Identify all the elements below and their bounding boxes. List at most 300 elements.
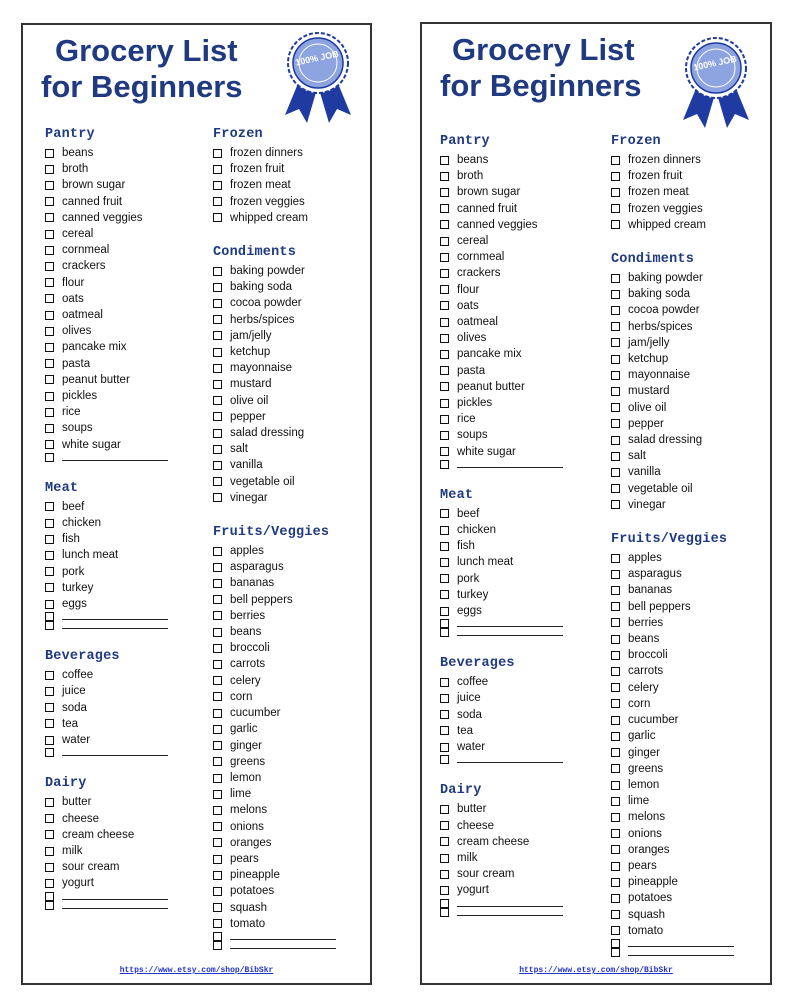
checkbox-icon[interactable] [45, 327, 54, 336]
checkbox-icon[interactable] [213, 477, 222, 486]
checkbox-icon[interactable] [611, 862, 620, 871]
write-in-line[interactable] [230, 948, 336, 949]
list-item [213, 883, 368, 899]
checkbox-icon[interactable] [440, 619, 449, 628]
checkbox-icon[interactable] [440, 447, 449, 456]
list-item [440, 538, 600, 554]
checkbox-icon[interactable] [440, 678, 449, 687]
list-item [611, 400, 769, 416]
checkbox-icon[interactable] [45, 440, 54, 449]
item-label: coffee [62, 669, 94, 682]
item-label: greens [230, 755, 266, 768]
item-label: juice [457, 692, 481, 705]
list-item [440, 882, 600, 898]
list-item [213, 457, 368, 473]
list-item [213, 145, 368, 161]
list-item [611, 201, 769, 217]
item-label: lunch meat [457, 556, 514, 569]
checkbox-icon[interactable] [440, 526, 449, 535]
checkbox-icon[interactable] [440, 285, 449, 294]
checkbox-icon[interactable] [45, 748, 54, 757]
list-item [213, 835, 368, 851]
list-item [440, 233, 600, 249]
checkbox-icon[interactable] [440, 220, 449, 229]
checkbox-icon[interactable] [440, 710, 449, 719]
item-list [45, 794, 205, 909]
checkbox-icon[interactable] [45, 343, 54, 352]
checkbox-icon[interactable] [45, 600, 54, 609]
item-label: corn [628, 697, 651, 710]
item-label: milk [457, 851, 478, 864]
list-item [45, 515, 205, 531]
grocery-list-card-left [21, 23, 372, 985]
checkbox-icon[interactable] [440, 542, 449, 551]
item-label: eggs [62, 598, 87, 611]
checkbox-icon[interactable] [611, 419, 620, 428]
checkbox-icon[interactable] [213, 283, 222, 292]
checkbox-icon[interactable] [611, 926, 620, 935]
checkbox-icon[interactable] [440, 269, 449, 278]
checkbox-icon[interactable] [213, 709, 222, 718]
checkbox-icon[interactable] [213, 579, 222, 588]
list-item [611, 302, 769, 318]
checkbox-icon[interactable] [611, 829, 620, 838]
checkbox-icon[interactable] [45, 736, 54, 745]
list-item [440, 265, 600, 281]
item-label: flour [457, 283, 480, 296]
checkbox-icon[interactable] [611, 732, 620, 741]
checkbox-icon[interactable] [440, 188, 449, 197]
write-in-line[interactable] [62, 755, 168, 756]
section-fruits-veggies [213, 523, 368, 950]
checkbox-icon[interactable] [440, 886, 449, 895]
checkbox-icon[interactable] [213, 871, 222, 880]
item-list [611, 152, 769, 233]
item-label: olive oil [628, 401, 667, 414]
checkbox-icon[interactable] [611, 436, 620, 445]
item-label: cucumber [628, 714, 679, 727]
item-label: cocoa powder [628, 304, 700, 317]
checkbox-icon[interactable] [45, 294, 54, 303]
write-in-line[interactable] [457, 635, 563, 636]
item-label: pork [457, 572, 480, 585]
list-item [440, 217, 600, 233]
section-frozen [213, 125, 368, 226]
item-label: melons [628, 811, 666, 824]
list-item [45, 859, 205, 875]
checkbox-icon[interactable] [440, 805, 449, 814]
write-in-line[interactable] [457, 467, 563, 468]
list-item [213, 754, 368, 770]
checkbox-icon[interactable] [611, 484, 620, 493]
blank-item [45, 901, 205, 910]
list-item [611, 923, 769, 939]
checkbox-icon[interactable] [611, 468, 620, 477]
checkbox-icon[interactable] [45, 246, 54, 255]
section-dairy [440, 781, 600, 916]
list-item [45, 794, 205, 810]
checkbox-icon[interactable] [611, 452, 620, 461]
list-item [45, 356, 205, 372]
checkbox-icon[interactable] [213, 267, 222, 276]
checkbox-icon[interactable] [45, 612, 54, 621]
checkbox-icon[interactable] [611, 322, 620, 331]
checkbox-icon[interactable] [213, 181, 222, 190]
checkbox-icon[interactable] [213, 315, 222, 324]
blank-item [45, 892, 205, 901]
list-item [213, 867, 368, 883]
checkbox-icon[interactable] [213, 595, 222, 604]
checkbox-icon[interactable] [45, 502, 54, 511]
list-item [45, 827, 205, 843]
checkbox-icon[interactable] [611, 948, 620, 957]
list-item [213, 851, 368, 867]
item-label: salad dressing [628, 434, 703, 447]
checkbox-icon[interactable] [611, 716, 620, 725]
checkbox-icon[interactable] [213, 628, 222, 637]
checkbox-icon[interactable] [45, 863, 54, 872]
checkbox-icon[interactable] [45, 392, 54, 401]
item-label: beans [230, 626, 262, 639]
checkbox-icon[interactable] [440, 574, 449, 583]
checkbox-icon[interactable] [611, 387, 620, 396]
title-line-2: for Beginners [41, 69, 243, 104]
write-in-line[interactable] [62, 908, 168, 909]
checkbox-icon[interactable] [440, 415, 449, 424]
checkbox-icon[interactable] [213, 838, 222, 847]
write-in-line[interactable] [457, 762, 563, 763]
checkbox-icon[interactable] [611, 355, 620, 364]
checkbox-icon[interactable] [611, 797, 620, 806]
blank-item [440, 628, 600, 637]
list-item [213, 673, 368, 689]
checkbox-icon[interactable] [440, 334, 449, 343]
write-in-line[interactable] [62, 628, 168, 629]
list-item [440, 411, 600, 427]
checkbox-icon[interactable] [45, 567, 54, 576]
checkbox-icon[interactable] [45, 671, 54, 680]
item-label: crackers [457, 267, 501, 280]
write-in-line[interactable] [62, 460, 168, 461]
item-label: oatmeal [62, 309, 103, 322]
item-label: mayonnaise [628, 369, 691, 382]
item-label: corn [230, 690, 253, 703]
checkbox-icon[interactable] [213, 445, 222, 454]
item-label: herbs/spices [628, 320, 693, 333]
checkbox-icon[interactable] [213, 213, 222, 222]
checkbox-icon[interactable] [45, 197, 54, 206]
checkbox-icon[interactable] [611, 554, 620, 563]
checkbox-icon[interactable] [45, 583, 54, 592]
checkbox-icon[interactable] [213, 165, 222, 174]
write-in-line[interactable] [62, 899, 168, 900]
checkbox-icon[interactable] [440, 399, 449, 408]
checkbox-icon[interactable] [440, 821, 449, 830]
checkbox-icon[interactable] [213, 461, 222, 470]
checkbox-icon[interactable] [213, 822, 222, 831]
checkbox-icon[interactable] [611, 813, 620, 822]
checkbox-icon[interactable] [45, 719, 54, 728]
checkbox-icon[interactable] [213, 774, 222, 783]
checkbox-icon[interactable] [611, 156, 620, 165]
item-label: carrots [230, 658, 266, 671]
checkbox-icon[interactable] [45, 230, 54, 239]
checkbox-icon[interactable] [213, 806, 222, 815]
item-label: sour cream [62, 861, 120, 874]
checkbox-icon[interactable] [213, 396, 222, 405]
list-item [611, 383, 769, 399]
checkbox-icon[interactable] [611, 618, 620, 627]
checkbox-icon[interactable] [213, 299, 222, 308]
item-label: bell peppers [628, 600, 691, 613]
checkbox-icon[interactable] [45, 703, 54, 712]
checkbox-icon[interactable] [213, 348, 222, 357]
checkbox-icon[interactable] [45, 830, 54, 839]
checkbox-icon[interactable] [45, 892, 54, 901]
item-label: cheese [457, 819, 495, 832]
checkbox-icon[interactable] [440, 366, 449, 375]
item-label: coffee [457, 676, 489, 689]
checkbox-icon[interactable] [213, 855, 222, 864]
checkbox-icon[interactable] [213, 919, 222, 928]
item-label: brown sugar [62, 179, 126, 192]
checkbox-icon[interactable] [440, 607, 449, 616]
checkbox-icon[interactable] [611, 306, 620, 315]
item-label: whipped cream [230, 211, 308, 224]
checkbox-icon[interactable] [45, 901, 54, 910]
checkbox-icon[interactable] [45, 621, 54, 630]
checkbox-icon[interactable] [213, 611, 222, 620]
footer-link[interactable]: https://www.etsy.com/shop/BibSkr [519, 966, 673, 975]
item-label: apples [628, 552, 662, 565]
checkbox-icon[interactable] [611, 371, 620, 380]
checkbox-icon[interactable] [213, 932, 222, 941]
item-label: beef [457, 507, 480, 520]
item-label: pickles [457, 397, 493, 410]
checkbox-icon[interactable] [440, 870, 449, 879]
checkbox-icon[interactable] [440, 460, 449, 469]
checkbox-icon[interactable] [213, 547, 222, 556]
item-label: baking powder [628, 272, 703, 285]
checkbox-icon[interactable] [213, 692, 222, 701]
checkbox-icon[interactable] [440, 755, 449, 764]
list-item [213, 161, 368, 177]
list-item [611, 615, 769, 631]
checkbox-icon[interactable] [440, 318, 449, 327]
checkbox-icon[interactable] [45, 551, 54, 560]
checkbox-icon[interactable] [213, 941, 222, 950]
item-label: beef [62, 500, 85, 513]
checkbox-icon[interactable] [213, 903, 222, 912]
write-in-line[interactable] [628, 946, 734, 947]
checkbox-icon[interactable] [440, 431, 449, 440]
list-item [611, 497, 769, 513]
list-item [440, 379, 600, 395]
checkbox-icon[interactable] [611, 188, 620, 197]
checkbox-icon[interactable] [440, 726, 449, 735]
checkbox-icon[interactable] [440, 172, 449, 181]
footer-link[interactable]: https://www.etsy.com/shop/BibSkr [119, 966, 274, 975]
list-item [213, 409, 368, 425]
item-label: water [457, 741, 486, 754]
checkbox-icon[interactable] [213, 725, 222, 734]
checkbox-icon[interactable] [611, 338, 620, 347]
write-in-line[interactable] [628, 955, 734, 956]
checkbox-icon[interactable] [45, 798, 54, 807]
section-heading: Condiments [611, 252, 695, 268]
checkbox-icon[interactable] [611, 403, 620, 412]
checkbox-icon[interactable] [213, 197, 222, 206]
item-label: ketchup [230, 346, 271, 359]
blank-item [440, 899, 600, 908]
checkbox-icon[interactable] [45, 213, 54, 222]
write-in-line[interactable] [62, 619, 168, 620]
checkbox-icon[interactable] [611, 939, 620, 948]
checkbox-icon[interactable] [440, 253, 449, 262]
checkbox-icon[interactable] [45, 311, 54, 320]
checkbox-icon[interactable] [213, 149, 222, 158]
checkbox-icon[interactable] [611, 845, 620, 854]
list-item [611, 809, 769, 825]
checkbox-icon[interactable] [611, 220, 620, 229]
checkbox-icon[interactable] [611, 651, 620, 660]
checkbox-icon[interactable] [440, 156, 449, 165]
checkbox-icon[interactable] [440, 694, 449, 703]
write-in-line[interactable] [457, 915, 563, 916]
checkbox-icon[interactable] [45, 847, 54, 856]
checkbox-icon[interactable] [45, 165, 54, 174]
checkbox-icon[interactable] [45, 535, 54, 544]
item-label: oranges [628, 843, 670, 856]
checkbox-icon[interactable] [45, 278, 54, 287]
item-label: mayonnaise [230, 362, 293, 375]
checkbox-icon[interactable] [611, 683, 620, 692]
checkbox-icon[interactable] [45, 879, 54, 888]
checkbox-icon[interactable] [213, 790, 222, 799]
checkbox-icon[interactable] [611, 764, 620, 773]
checkbox-icon[interactable] [213, 364, 222, 373]
checkbox-icon[interactable] [213, 660, 222, 669]
checkbox-icon[interactable] [45, 424, 54, 433]
checkbox-icon[interactable] [440, 590, 449, 599]
checkbox-icon[interactable] [440, 743, 449, 752]
checkbox-icon[interactable] [611, 878, 620, 887]
checkbox-icon[interactable] [45, 149, 54, 158]
checkbox-icon[interactable] [611, 570, 620, 579]
checkbox-icon[interactable] [45, 181, 54, 190]
list-item [45, 404, 205, 420]
list-item [213, 312, 368, 328]
item-label: broccoli [628, 649, 668, 662]
list-item [611, 416, 769, 432]
checkbox-icon[interactable] [45, 375, 54, 384]
checkbox-icon[interactable] [611, 500, 620, 509]
checkbox-icon[interactable] [611, 781, 620, 790]
item-label: cereal [457, 235, 489, 248]
item-label: vanilla [628, 466, 661, 479]
checkbox-icon[interactable] [45, 408, 54, 417]
checkbox-icon[interactable] [213, 887, 222, 896]
item-label: cream cheese [457, 835, 530, 848]
checkbox-icon[interactable] [213, 741, 222, 750]
checkbox-icon[interactable] [440, 628, 449, 637]
checkbox-icon[interactable] [611, 586, 620, 595]
checkbox-icon[interactable] [611, 667, 620, 676]
checkbox-icon[interactable] [440, 854, 449, 863]
checkbox-icon[interactable] [611, 204, 620, 213]
checkbox-icon[interactable] [440, 899, 449, 908]
list-item [213, 900, 368, 916]
checkbox-icon[interactable] [45, 519, 54, 528]
checkbox-icon[interactable] [45, 687, 54, 696]
list-item [213, 738, 368, 754]
checkbox-icon[interactable] [45, 814, 54, 823]
checkbox-icon[interactable] [611, 748, 620, 757]
checkbox-icon[interactable] [611, 635, 620, 644]
checkbox-icon[interactable] [440, 837, 449, 846]
item-label: cornmeal [62, 244, 110, 257]
list-item [440, 850, 600, 866]
list-item [440, 603, 600, 619]
checkbox-icon[interactable] [440, 301, 449, 310]
checkbox-icon[interactable] [440, 237, 449, 246]
list-item [45, 372, 205, 388]
blank-item [45, 612, 205, 621]
checkbox-icon[interactable] [611, 894, 620, 903]
list-item [45, 145, 205, 161]
list-item [213, 786, 368, 802]
checkbox-icon[interactable] [440, 558, 449, 567]
checkbox-icon[interactable] [213, 563, 222, 572]
checkbox-icon[interactable] [213, 331, 222, 340]
item-label: whipped cream [628, 218, 706, 231]
checkbox-icon[interactable] [213, 644, 222, 653]
checkbox-icon[interactable] [611, 699, 620, 708]
checkbox-icon[interactable] [213, 429, 222, 438]
checkbox-icon[interactable] [440, 382, 449, 391]
checkbox-icon[interactable] [45, 359, 54, 368]
write-in-line[interactable] [457, 906, 563, 907]
checkbox-icon[interactable] [611, 290, 620, 299]
checkbox-icon[interactable] [611, 274, 620, 283]
checkbox-icon[interactable] [45, 453, 54, 462]
checkbox-icon[interactable] [213, 412, 222, 421]
item-label: pickles [62, 390, 98, 403]
list-item [440, 395, 600, 411]
checkbox-icon[interactable] [440, 509, 449, 518]
checkbox-icon[interactable] [440, 908, 449, 917]
checkbox-icon[interactable] [611, 602, 620, 611]
checkbox-icon[interactable] [213, 757, 222, 766]
write-in-line[interactable] [230, 939, 336, 940]
checkbox-icon[interactable] [611, 172, 620, 181]
checkbox-icon[interactable] [213, 380, 222, 389]
list-item [440, 834, 600, 850]
checkbox-icon[interactable] [440, 350, 449, 359]
list-item [45, 547, 205, 563]
checkbox-icon[interactable] [213, 676, 222, 685]
list-item [45, 875, 205, 891]
blank-item [440, 619, 600, 628]
list-item [611, 631, 769, 647]
checkbox-icon[interactable] [213, 493, 222, 502]
checkbox-icon[interactable] [45, 262, 54, 271]
item-label: frozen meat [628, 186, 689, 199]
checkbox-icon[interactable] [611, 910, 620, 919]
checkbox-icon[interactable] [440, 204, 449, 213]
write-in-line[interactable] [457, 626, 563, 627]
item-label: ginger [230, 739, 262, 752]
